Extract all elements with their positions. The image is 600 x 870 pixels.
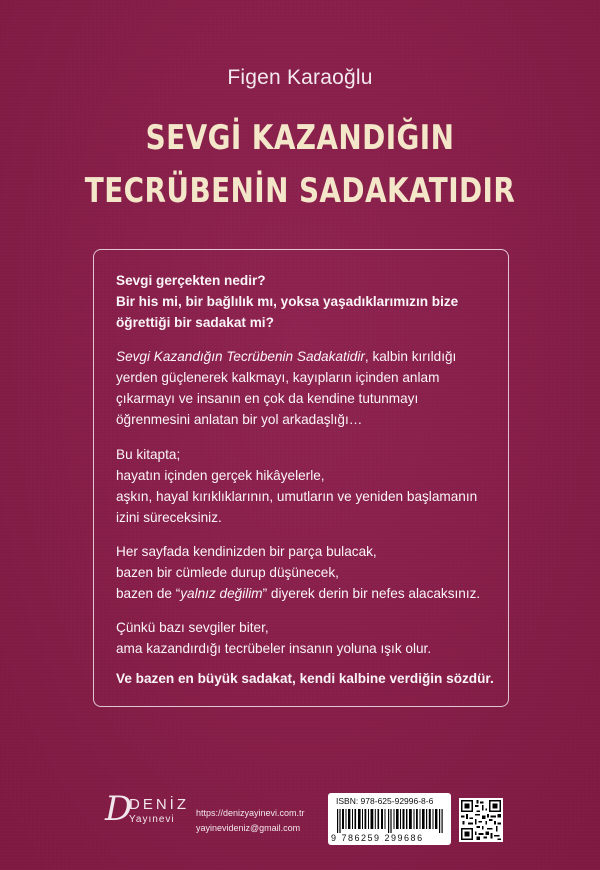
qr-code-icon[interactable] xyxy=(459,798,503,842)
isbn-label: ISBN: 978-625-92996-8-6 xyxy=(336,796,434,806)
paragraph-line: Her sayfada kendinizden bir parça bulacak, xyxy=(116,544,377,559)
paragraph-line xyxy=(116,346,506,367)
book-title-line-1: SEVGİ KAZANDIĞIN xyxy=(145,118,455,158)
publisher-subtitle: Yayınevi xyxy=(129,814,175,825)
intro-line: öğrettiği bir sadakat mi? xyxy=(116,315,274,330)
barcode-number: 9 786259 299686 xyxy=(331,833,424,843)
publisher-logo-icon: D xyxy=(105,789,133,829)
paragraph-text: , kalbin kırıldığı xyxy=(364,349,457,364)
book-title-italic: Sevgi Kazandığın Tecrübenin Sadakatidir xyxy=(116,349,365,364)
paragraph-line: Çünkü bazı sevgiler biter, xyxy=(116,620,269,635)
description-paragraph xyxy=(116,346,506,430)
intro-line: Sevgi gerçekten nedir? xyxy=(116,273,266,288)
description-paragraph xyxy=(116,444,506,528)
paragraph-line: öğrenmesini anlatan bir yol arkadaşlığı… xyxy=(116,412,363,427)
paragraph-line: izini süreceksiniz. xyxy=(116,510,222,525)
paragraph-line: çıkarmayı ve insanın en çok da kendine tutunmayı xyxy=(116,391,419,406)
quote-italic: yalnız değilim xyxy=(180,586,263,601)
paragraph-text: ” diyerek derin bir nefes alacaksınız. xyxy=(262,586,481,601)
intro-questions xyxy=(116,270,506,333)
paragraph-line: ama kazandırdığı tecrübeler insanın yoluna ışık olur. xyxy=(116,641,432,656)
intro-line: Bir his mi, bir bağlılık mı, yoksa yaşadıklarımızın bize xyxy=(116,294,459,309)
paragraph-line: yerden güçlenerek kalkmayı, kayıpların içinden anlam xyxy=(116,370,440,385)
paragraph-line xyxy=(116,583,506,604)
barcode-icon xyxy=(337,809,443,833)
isbn-barcode-box xyxy=(328,793,451,845)
publisher-website[interactable]: https://denizyayinevi.com.tr xyxy=(196,808,305,818)
paragraph-text: bazen de “ xyxy=(116,586,181,601)
book-title-line-2: TECRÜBENİN SADAKATIDIR xyxy=(84,171,516,211)
paragraph-line: hayatın içinden gerçek hikâyelerle, xyxy=(116,468,325,483)
closing-statement: Ve bazen en büyük sadakat, kendi kalbine verdiğin sözdür. xyxy=(116,671,494,686)
publisher-name: DENİZ xyxy=(129,796,189,813)
publisher-email[interactable]: yayinevideniz@gmail.com xyxy=(196,823,301,833)
author-name: Figen Karaoğlu xyxy=(227,66,373,89)
paragraph-line: aşkın, hayal kırıklıklarının, umutların ve yeniden başlamanın xyxy=(116,489,478,504)
description-paragraph xyxy=(116,617,506,659)
paragraph-line: bazen bir cümlede durup düşünecek, xyxy=(116,565,339,580)
description-paragraph xyxy=(116,541,506,604)
paragraph-line: Bu kitapta; xyxy=(116,447,181,462)
publisher-logo xyxy=(105,789,189,832)
publisher-contacts xyxy=(196,806,305,836)
